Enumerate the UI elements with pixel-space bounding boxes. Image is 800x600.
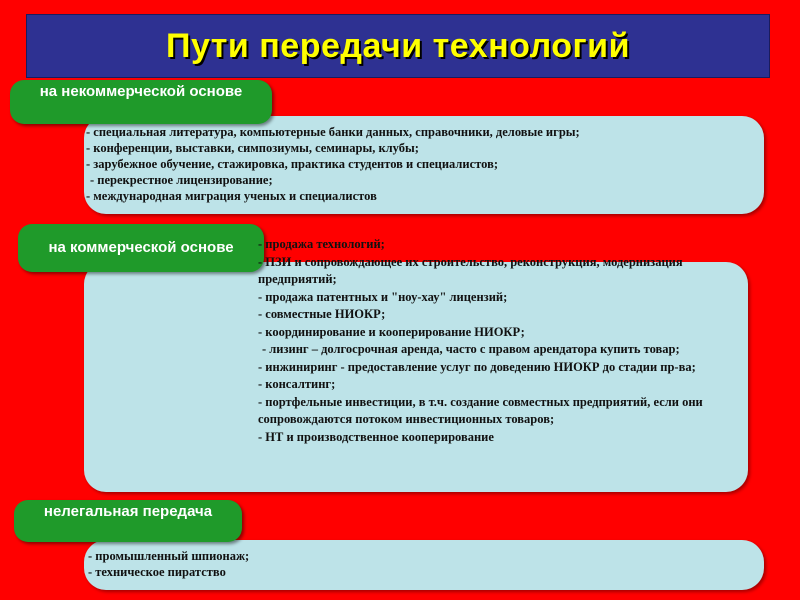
list-item: - продажа патентных и "ноу-хау" лицензий; — [258, 289, 508, 304]
commercial-list — [258, 236, 728, 446]
list-item: - лизинг – долгосрочная аренда, часто с правом арендатора купить товар; — [262, 342, 680, 356]
list-item: - НТ и производственное кооперирование — [258, 429, 494, 444]
illegal-label: нелегальная передача — [14, 500, 242, 542]
list-item: - перекрестное лицензирование; — [90, 173, 273, 187]
list-item: - техническое пиратство — [88, 565, 226, 579]
list-item: - консалтинг; — [258, 377, 336, 391]
list-item: - координирование и кооперирование НИОКР; — [258, 324, 525, 339]
list-item: - портфельные инвестиции, в т.ч. создание совместных предприятий, если они сопровождаются потоком инвестиционных товаров; — [258, 394, 703, 426]
illegal-list — [88, 548, 249, 580]
list-item: - продажа технологий; — [258, 237, 385, 251]
list-item: - ПЗИ и сопровождающее их строительство, реконструкция, модернизация предприятий; — [258, 254, 683, 286]
list-item: - международная миграция ученых и специалистов — [86, 189, 377, 203]
list-item: - инжиниринг - предоставление услуг по доведению НИОКР до стадии пр-ва; — [258, 359, 696, 374]
noncommercial-label: на некоммерческой основе — [10, 80, 272, 124]
noncommercial-list — [86, 124, 580, 204]
list-item: - конференции, выставки, симпозиумы, семинары, клубы; — [86, 141, 419, 155]
list-item: - совместные НИОКР; — [258, 307, 386, 321]
commercial-label: на коммерческой основе — [18, 224, 264, 272]
list-item: - зарубежное обучение, стажировка, практика студентов и специалистов; — [86, 157, 499, 171]
slide-title: Пути передачи технологий — [166, 26, 630, 65]
title-bar — [26, 14, 770, 78]
list-item: - промышленный шпионаж; — [88, 549, 250, 563]
list-item: - специальная литература, компьютерные банки данных, справочники, деловые игры; — [86, 125, 580, 139]
